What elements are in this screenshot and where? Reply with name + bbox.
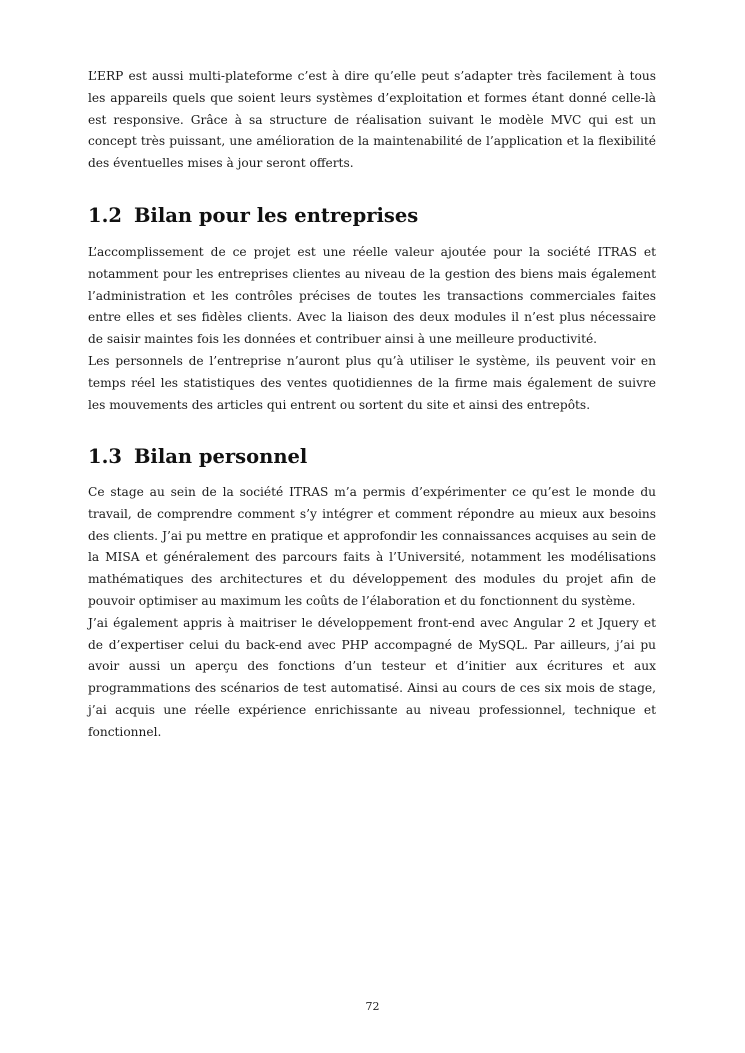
section-title: Bilan personnel [133,445,308,468]
body-paragraph: J’ai également appris à maitriser le développement front-end avec Angular 2 et Jquery et de d’expertiser celui du back-end avec PHP accompagné de MySQL. Par ailleurs, j’ai pu avoir aussi un aperçu des fonctions d’un testeur et d’initier aux écritures et aux programmations des scénarios de test automatisé. Ainsi au cours de ces six mois de stage, j’ai acquis une réelle expérience enrichissante au niveau professionnel, technique et fonctionnel. [88,615,656,739]
body-paragraph: L’accomplissement de ce projet est une réelle valeur ajoutée pour la société ITRAS et notamment pour les entreprises clientes au niveau de la gestion des biens mais également l’administration et les contrôles précises de toutes les transactions commerciales faites entre elles et ses fidèles clients. Avec la liaison des deux modules il n’est plus nécessaire de saisir maintes fois les données et contribuer ainsi à une meilleure productivité. [88,245,656,347]
intro-paragraph: L’ERP est aussi multi-plateforme c’est à dire qu’elle peut s’adapter très facilement à tous les appareils quels que soient leurs systèmes d’exploitation et formes étant donné celle-là est responsive. Grâce à sa structure de réalisation suivant le modèle MVC qui est un concept très puissant, une amélioration de la maintenabilité de l’application et la flexibilité des éventuelles mises à jour seront offerts. [88,69,656,171]
section-number: 1.3 [88,445,122,468]
section-heading-bilan-entreprises [88,204,656,228]
body-paragraph: Ce stage au sein de la société ITRAS m’a permis d’expérimenter ce qu’est le monde du travail, de comprendre comment s’y intégrer et comment répondre au mieux aux besoins des clients. J’ai pu mettre en pratique et approfondir les connaissances acquises au sein de la MISA et généralement des parcours faits à l’Université, notamment les modélisations mathématiques des architectures et du développement des modules du projet afin de pouvoir optimiser au maximum les coûts de l’élaboration et du fonctionnent du système. [88,485,656,608]
intro-paragraph-block [88,66,656,175]
section-body-bilan-personnel [88,482,656,744]
section-body-bilan-entreprises [88,242,656,416]
section-heading-bilan-personnel [88,445,656,469]
section-title: Bilan pour les entreprises [133,204,419,227]
body-paragraph: Les personnels de l’entreprise n’auront plus qu’à utiliser le système, ils peuvent voir en temps réel les statistiques des ventes quotidiennes de la firme mais également de suivre les mouvements des articles qui entrent ou sortent du site et ainsi des entrepôts. [88,353,656,412]
page-number: 72 [365,1000,380,1013]
section-number: 1.2 [88,204,122,227]
